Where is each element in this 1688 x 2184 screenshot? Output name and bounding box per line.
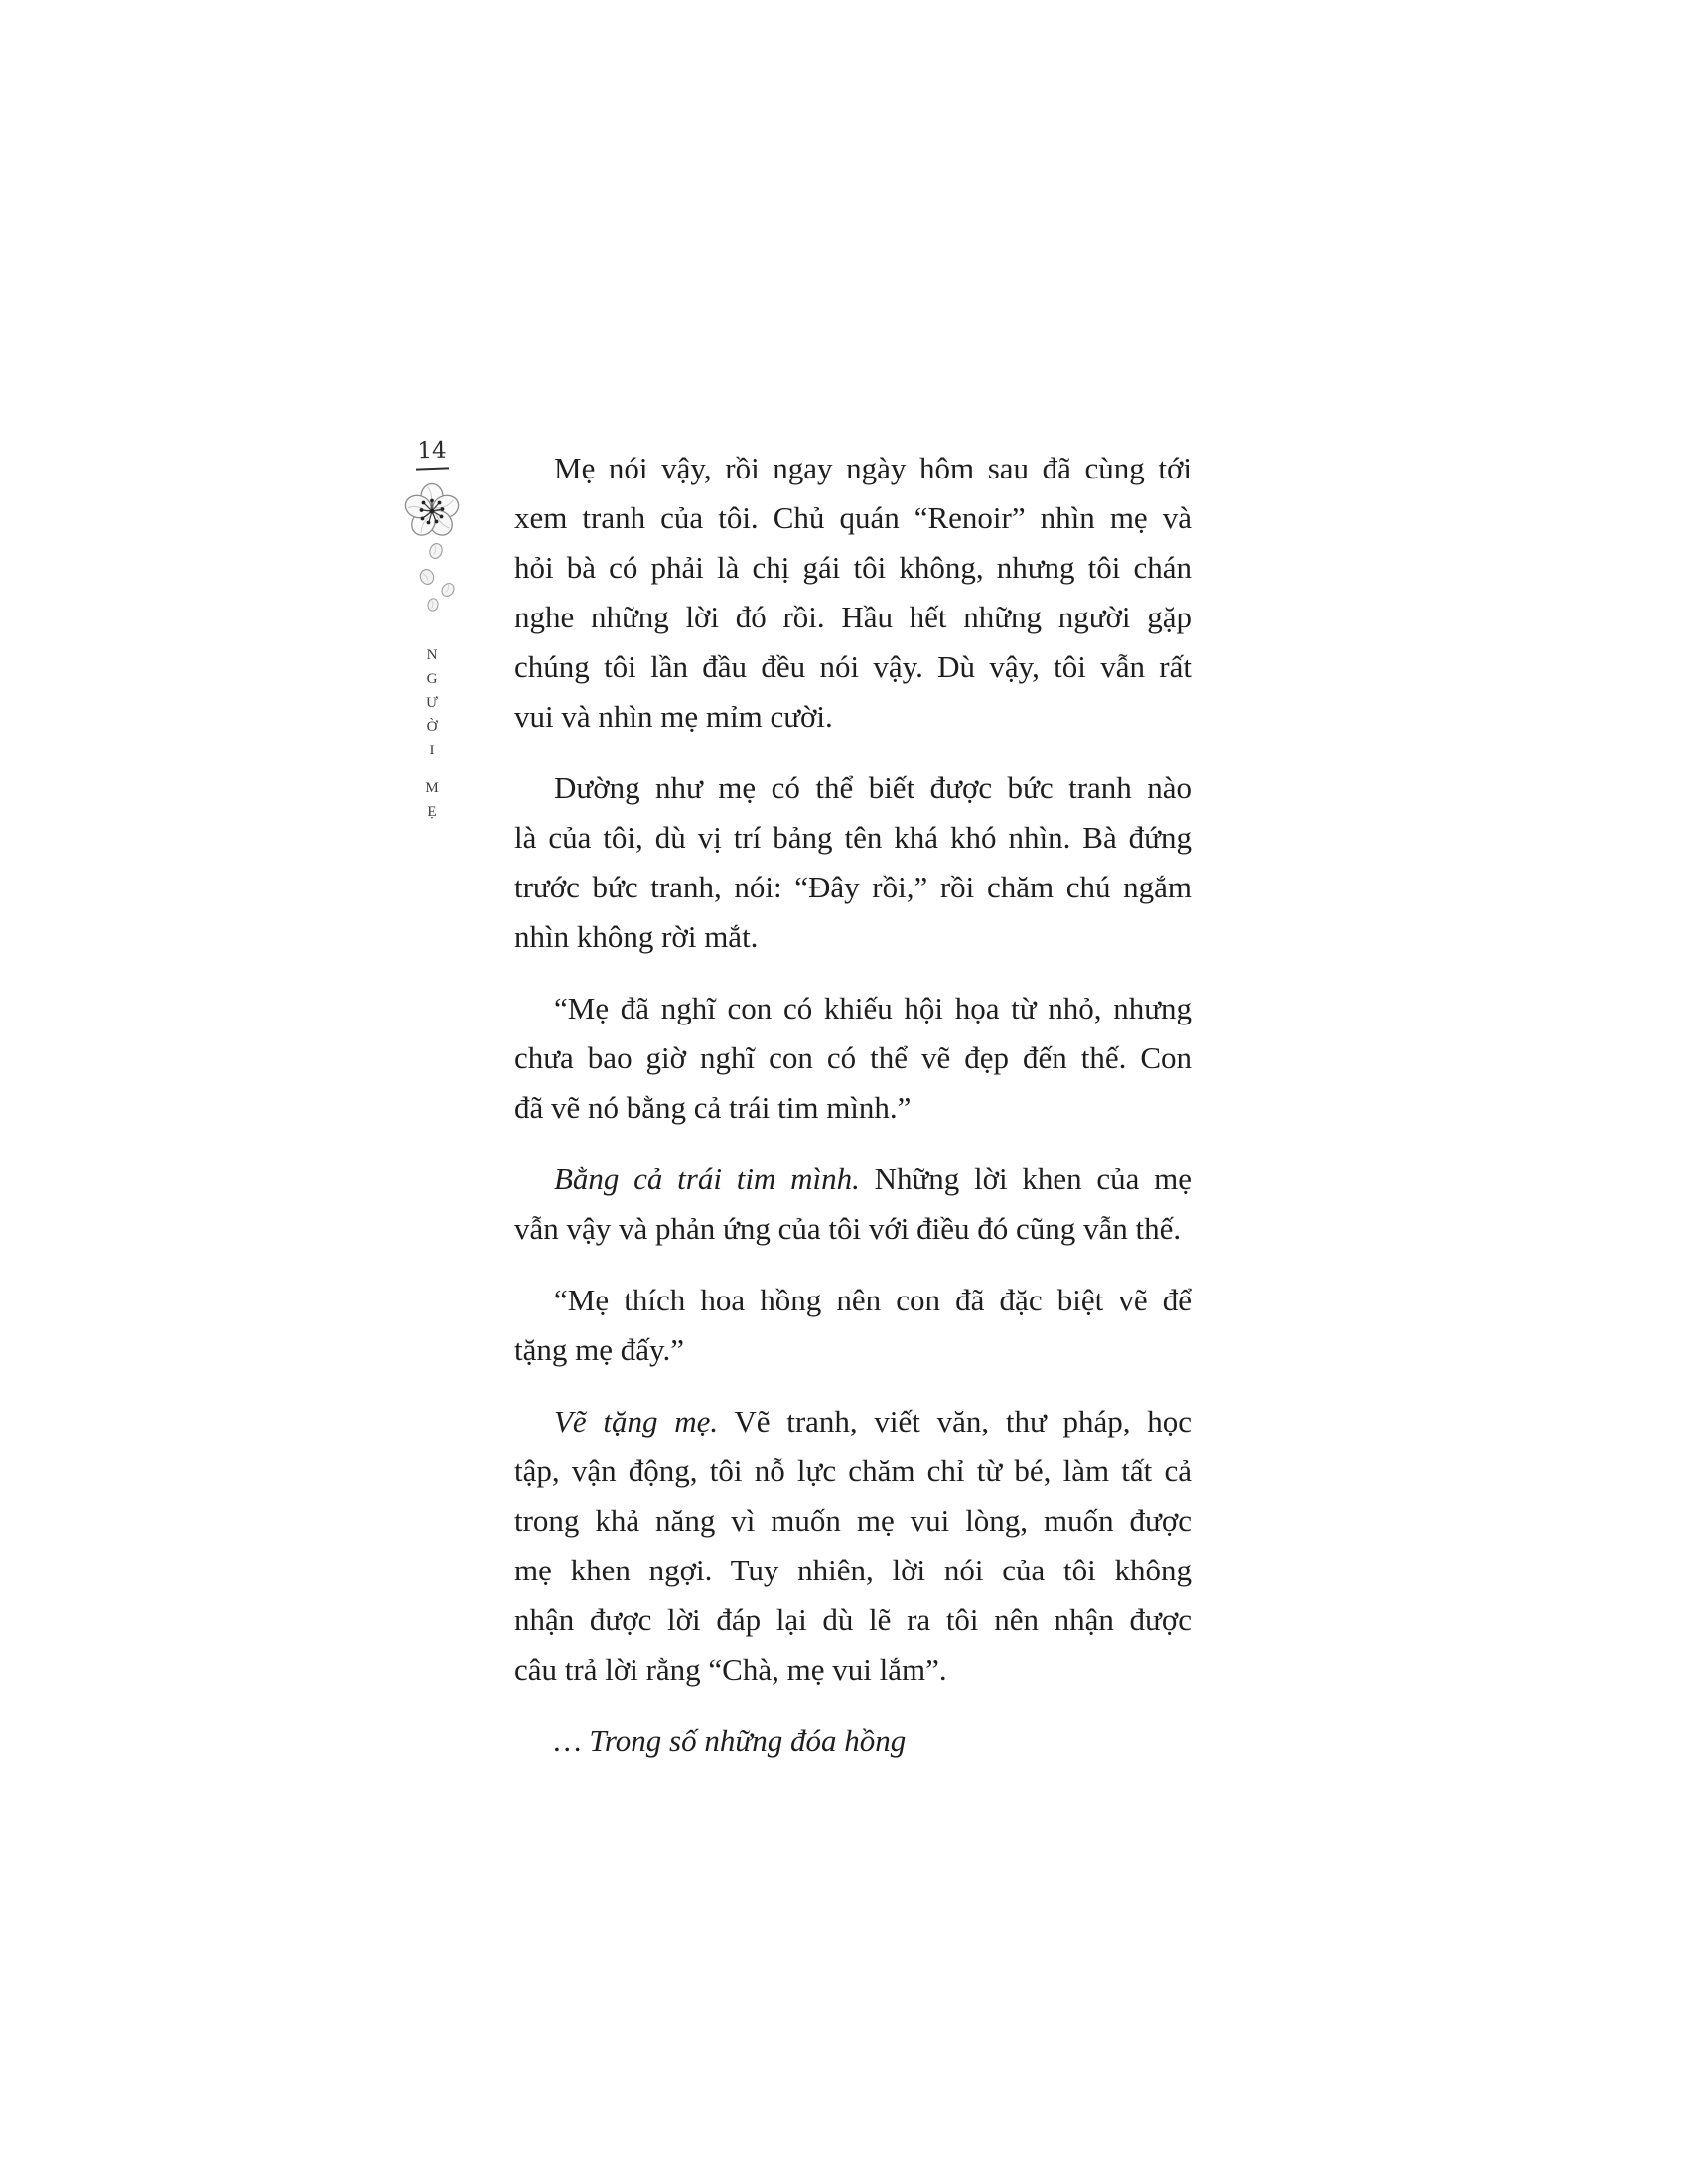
margin-title-letter: Ờ [426, 719, 438, 735]
text-line: xem tranh của tôi. Chủ quán “Renoir” nhìn mẹ và [514, 500, 1192, 535]
text-line: nhìn không rời mắt. [514, 919, 759, 954]
text-line-italic: … Trong số những đóa hồng [554, 1723, 907, 1758]
italic-lead: Vẽ tặng mẹ. [554, 1404, 719, 1438]
text-line: Mẹ nói vậy, rồi ngay ngày hôm sau đã cùng tới [554, 451, 1192, 485]
margin-title-vertical [402, 643, 462, 824]
margin-title-letter: M [425, 780, 439, 796]
line-rest: Những lời khen của mẹ [874, 1161, 1193, 1196]
page-number-rule [416, 467, 449, 470]
text-line: nhận được lời đáp lại dù lẽ ra tôi nên nhận được [514, 1602, 1192, 1637]
line-rest: Vẽ tranh, viết văn, thư pháp, học [734, 1404, 1192, 1438]
paragraph [514, 763, 1192, 962]
margin-title-letter: Ư [426, 695, 438, 711]
text-line: hỏi bà có phải là chị gái tôi không, nhưng tôi chán [514, 550, 1192, 585]
blossom-icon [402, 482, 462, 621]
text-line: chưa bao giờ nghĩ con có thể vẽ đẹp đến thế. Con [514, 1040, 1192, 1075]
text-line: đã vẽ nó bằng cả trái tim mình.” [514, 1090, 912, 1125]
text-line: Dường như mẹ có thể biết được bức tranh nào [554, 770, 1192, 805]
text-line: nghe những lời đó rồi. Hầu hết những người gặp [514, 600, 1192, 634]
page-number: 14 [417, 437, 447, 465]
paragraph [514, 444, 1192, 742]
italic-lead: Bằng cả trái tim mình. [554, 1161, 860, 1196]
margin-title-letter: I [429, 743, 435, 758]
text-line [514, 1397, 1192, 1446]
text-line: “Mẹ thích hoa hồng nên con đã đặc biệt vẽ để [554, 1283, 1192, 1317]
text-line: là của tôi, dù vị trí bảng tên khá khó nhìn. Bà đứng [514, 820, 1192, 855]
paragraph [514, 1276, 1192, 1375]
paragraph [514, 1716, 1192, 1766]
text-line: trước bức tranh, nói: “Đây rồi,” rồi chăm chú ngắm [514, 870, 1192, 904]
text-line: “Mẹ đã nghĩ con có khiếu hội họa từ nhỏ, nhưng [554, 991, 1192, 1025]
paragraph [514, 1397, 1192, 1695]
text-line: chúng tôi lần đầu đều nói vậy. Dù vậy, tôi vẫn rất [514, 649, 1192, 684]
text-line: câu trả lời rằng “Chà, mẹ vui lắm”. [514, 1652, 947, 1687]
falling-petals [418, 542, 456, 612]
paragraph [514, 1155, 1192, 1254]
text-line: tặng mẹ đấy.” [514, 1332, 684, 1367]
text-line: mẹ khen ngợi. Tuy nhiên, lời nói của tôi không [514, 1553, 1192, 1587]
text-line: vui và nhìn mẹ mỉm cười. [514, 699, 833, 734]
margin-title-letter: Ẹ [427, 804, 437, 820]
text-line: vẫn vậy và phản ứng của tôi với điều đó cũng vẫn thế. [514, 1211, 1182, 1246]
text-line: trong khả năng vì muốn mẹ vui lòng, muốn được [514, 1503, 1192, 1538]
margin-title-letter: N [426, 647, 438, 663]
margin-title-letter: G [426, 671, 438, 687]
paragraph [514, 984, 1192, 1133]
body-text [514, 444, 1192, 1766]
text-line [514, 1155, 1192, 1204]
text-line: tập, vận động, tôi nỗ lực chăm chỉ từ bé, làm tất cả [514, 1453, 1192, 1488]
